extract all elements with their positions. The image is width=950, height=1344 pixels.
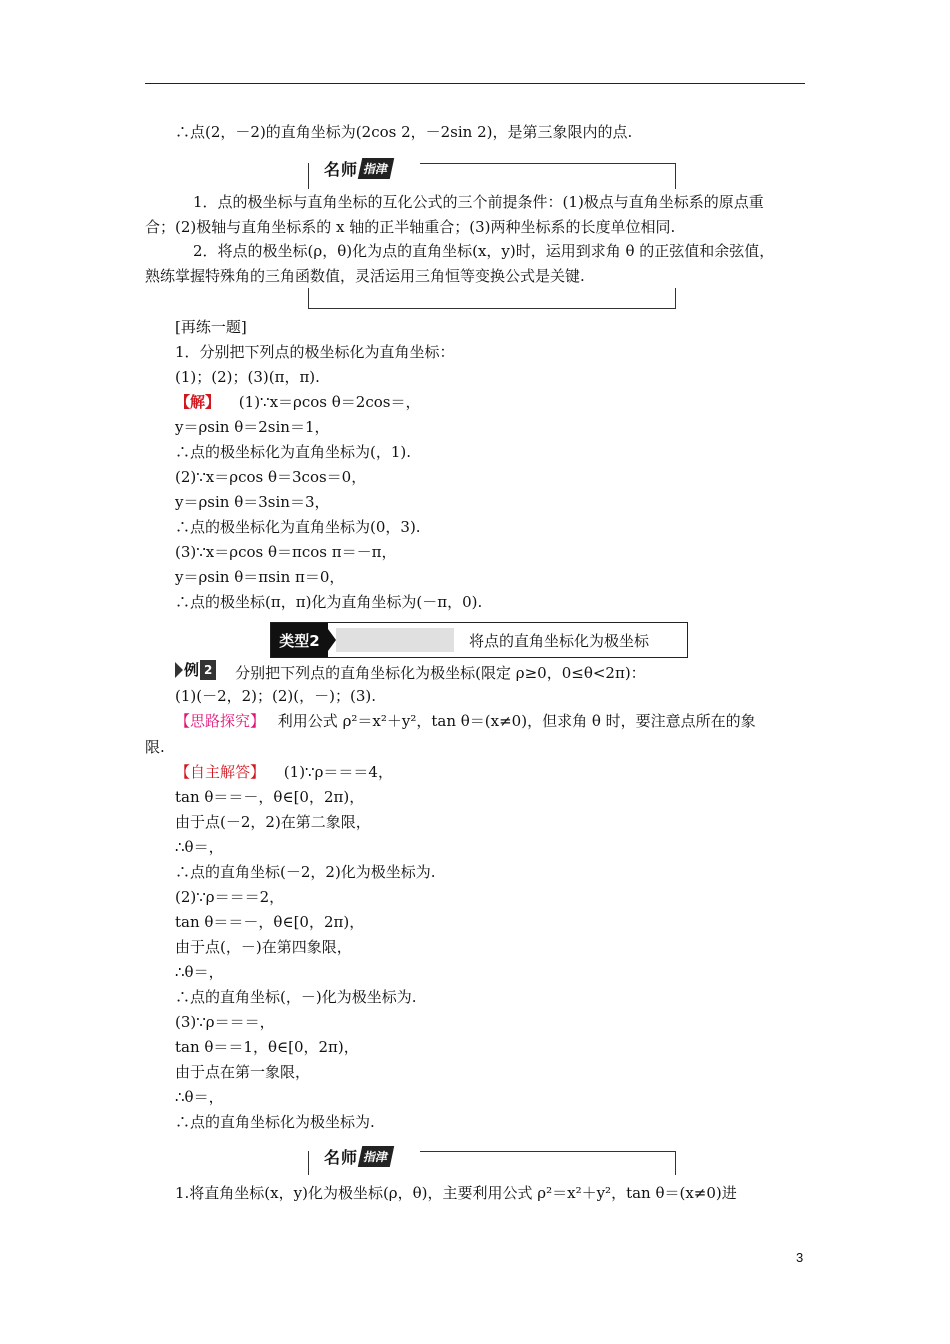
page-number: 3 <box>796 1250 804 1265</box>
answer-text: ∴θ＝， <box>175 963 224 981</box>
hint-text: 1．点的极坐标与直角坐标的互化公式的三个前提条件：(1)极点与直角坐标系的原点重 <box>193 193 764 211</box>
hint-badge-label: 名师 <box>324 1147 359 1167</box>
answer-text: tan θ＝＝1，θ∈[0，2π)， <box>175 1038 359 1056</box>
example-items: (1)(－2，2)；(2)(，－)；(3). <box>175 687 377 705</box>
hint-text: 熟练掌握特殊角的三角函数值，灵活运用三角恒等变换公式是关键. <box>145 267 585 285</box>
answer-text: (1)∵ρ＝＝＝4， <box>283 763 393 781</box>
hint-frame-bottom <box>308 288 676 309</box>
solution-text: y＝ρsin θ＝2sin＝1， <box>175 418 330 436</box>
answer-text: 由于点(，－)在第四象限， <box>175 938 352 956</box>
solution-text: ∴点的极坐标化为直角坐标为(0，3). <box>175 518 421 536</box>
example-stem: 分别把下列点的直角坐标化为极坐标(限定 ρ≥0，0≤θ<2π)： <box>235 664 646 682</box>
solution-text: ∴点的极坐标化为直角坐标为(，1). <box>175 443 412 461</box>
hint-text: 1.将直角坐标(x，y)化为极坐标(ρ，θ)，主要利用公式 ρ²＝x²＋y²，tan θ＝(x≠0)进 <box>175 1184 737 1202</box>
answer-text: 由于点(－2，2)在第二象限， <box>175 813 371 831</box>
arrow-icon <box>328 629 336 651</box>
answer-text: ∴θ＝， <box>175 1088 224 1106</box>
practice-question: 1．分别把下列点的极坐标化为直角坐标： <box>175 343 455 361</box>
hint-badge-label: 名师 <box>324 159 359 179</box>
solution-text: (1)∵x＝ρcos θ＝2cos＝， <box>238 393 421 411</box>
answer-text: ∴点的直角坐标(，－)化为极坐标为. <box>175 988 417 1006</box>
solution-tag: 【解】 <box>175 393 221 411</box>
type-label: 类型2 <box>271 623 328 657</box>
answer-text: (2)∵ρ＝＝＝2， <box>175 888 285 906</box>
answer-text: tan θ＝＝－，θ∈[0，2π)， <box>175 913 365 931</box>
answer-text: tan θ＝＝－，θ∈[0，2π)， <box>175 788 365 806</box>
solution-line <box>175 392 420 412</box>
hint-frame-top <box>308 163 676 189</box>
header-rule <box>145 83 805 84</box>
idea-text: 限. <box>145 738 165 756</box>
answer-text: ∴点的直角坐标化为极坐标为. <box>175 1113 375 1131</box>
example-line <box>175 660 646 683</box>
idea-text: 利用公式 ρ²＝x²＋y²，tan θ＝(x≠0)，但求角 θ 时，要注意点所在的象 <box>277 712 756 730</box>
hint-frame-top <box>308 1151 676 1175</box>
answer-line <box>175 762 393 782</box>
solution-text: (3)∵x＝ρcos θ＝πcos π＝－π， <box>175 543 397 561</box>
solution-text: y＝ρsin θ＝3sin＝3， <box>175 493 330 511</box>
answer-text: ∴θ＝， <box>175 838 224 856</box>
example-number: 2 <box>200 660 216 680</box>
idea-line <box>175 711 756 731</box>
solution-text: (2)∵x＝ρcos θ＝3cos＝0， <box>175 468 367 486</box>
answer-text: ∴点的直角坐标(－2，2)化为极坐标为. <box>175 863 436 881</box>
triangle-icon <box>175 662 183 678</box>
practice-heading: [再练一题] <box>175 318 247 336</box>
hint-badge-tag: 指津 <box>358 1146 394 1167</box>
idea-tag: 【思路探究】 <box>175 712 266 730</box>
hint-text: 2．将点的极坐标(ρ，θ)化为点的直角坐标(x，y)时，运用到求角 θ 的正弦值和余弦值， <box>193 242 775 260</box>
hint-text: 合；(2)极轴与直角坐标系的 x 轴的正半轴重合；(3)两种坐标系的长度单位相同. <box>145 218 676 236</box>
text-line: ∴点(2，－2)的直角坐标为(2cos 2，－2sin 2)，是第三象限内的点. <box>175 123 633 141</box>
solution-text: y＝ρsin θ＝πsin π＝0， <box>175 568 345 586</box>
type-title: 将点的直角坐标化为极坐标 <box>469 631 650 650</box>
solution-text: ∴点的极坐标(π，π)化为直角坐标为(－π，0). <box>175 593 483 611</box>
answer-text: (3)∵ρ＝＝＝， <box>175 1013 275 1031</box>
hint-badge-tag: 指津 <box>358 158 394 179</box>
example-badge <box>175 660 216 680</box>
example-word: 例 <box>184 661 200 679</box>
answer-tag: 【自主解答】 <box>175 763 266 781</box>
type-gray-block <box>336 628 454 652</box>
section-type-bar <box>270 622 688 658</box>
practice-items: (1)；(2)；(3)(π，π). <box>175 368 320 386</box>
answer-text: 由于点在第一象限， <box>175 1063 311 1081</box>
